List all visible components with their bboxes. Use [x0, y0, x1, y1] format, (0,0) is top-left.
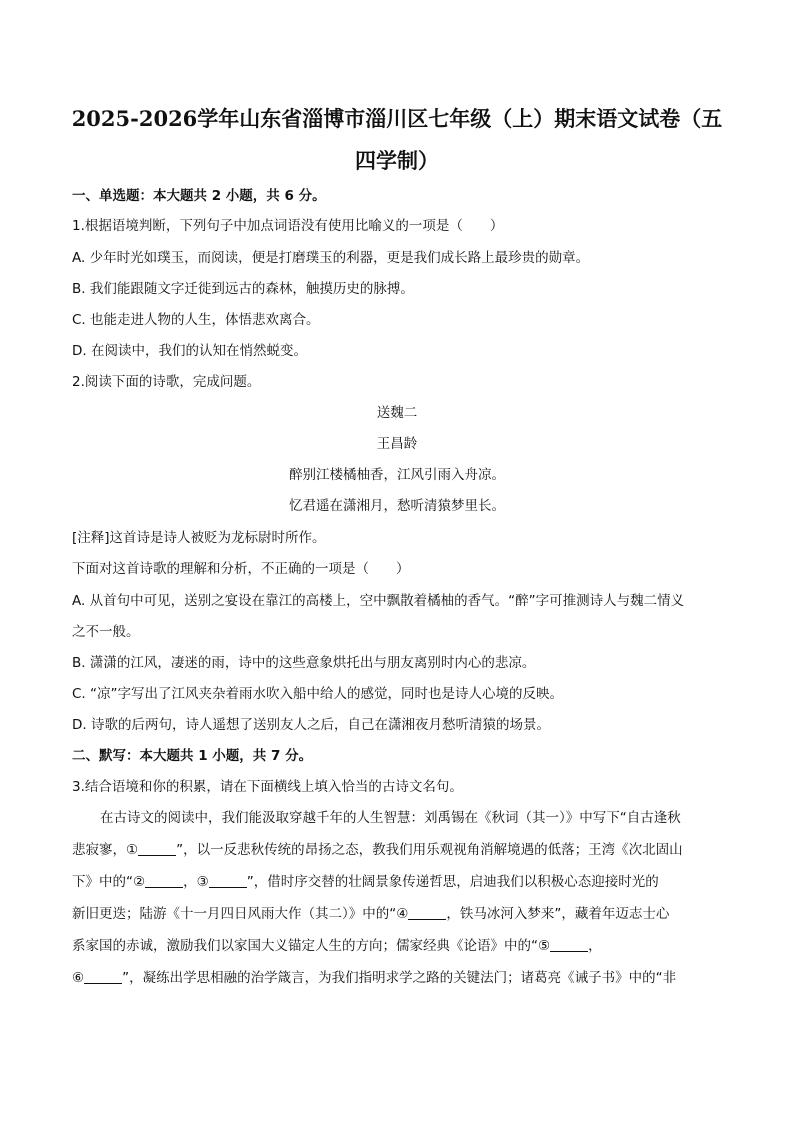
q2-option-a-line-2: 之不一般。 [72, 624, 140, 640]
q1-stem: 1.根据语境判断，下列句子中加点词语没有使用比喻义的一项是（ ） [72, 218, 504, 234]
blank-6-field[interactable] [84, 969, 122, 984]
q2-option-d: D. 诗歌的后两句，诗人遥想了送别友人之后，自己在潇湘夜月愁听清猿的场景。 [72, 717, 550, 733]
q2-option-a-line-1: A. 从首句中可见，送别之宴设在靠江的高楼上，空中飘散着橘柚的香气。“醉”字可推测诗人与魏二情义 [72, 593, 685, 609]
q3-paragraph-line-6: ⑥ ”，凝练出学思相融的治学箴言，为我们指明求学之路的关键法门；诸葛亮《诫子书》中的“非 [72, 970, 677, 986]
title-line-1: 2025-2026学年山东省淄博市淄川区七年级（上）期末语文试卷（五 [71, 106, 723, 131]
section-1-heading: 一、单选题：本大题共 2 小题，共 6 分。 [72, 188, 326, 204]
q2-option-b: B. 潇潇的江风，凄迷的雨，诗中的这些意象烘托出与朋友离别时内心的悲凉。 [72, 655, 536, 671]
poem-line-1: 醉别江楼橘柚香，江风引雨入舟凉。 [289, 467, 505, 483]
q3-stem: 3.结合语境和你的积累，请在下面横线上填入恰当的古诗文名句。 [72, 779, 463, 795]
q3-paragraph-line-1: 在古诗文的阅读中，我们能汲取穿越千年的人生智慧：刘禹锡在《秋词（其一）》中写下“自古逢秋 [100, 810, 681, 826]
section-2-heading: 二、默写：本大题共 1 小题，共 7 分。 [72, 748, 313, 764]
page-title [60, 98, 734, 182]
poem-title: 送魏二 [376, 405, 418, 421]
poem-author: 王昌龄 [376, 436, 418, 452]
blank-5-field[interactable] [550, 937, 588, 952]
blank-2-field[interactable] [145, 873, 183, 888]
blank-4-field[interactable] [408, 905, 446, 920]
q3-paragraph-line-5: 系家国的赤诚，激励我们以家国大义锚定人生的方向；儒家经典《论语》中的“⑤ ， [72, 938, 602, 954]
title-line-2: 四学制） [355, 148, 439, 173]
blank-1-field[interactable] [138, 841, 176, 856]
q3-paragraph-line-2: 悲寂寥，① ”，以一反悲秋传统的昂扬之态，教我们用乐观视角消解境遇的低落；王湾《次北固山 [72, 842, 683, 858]
q2-stem: 2.阅读下面的诗歌，完成问题。 [72, 374, 261, 390]
q2-option-c: C. “凉”字写出了江风夹杂着雨水吹入船中给人的感觉，同时也是诗人心境的反映。 [72, 686, 563, 702]
blank-3-field[interactable] [209, 873, 247, 888]
q1-option-c: C. 也能走进人物的人生，体悟悲欢离合。 [72, 312, 320, 328]
q3-paragraph-line-4: 新旧更迭；陆游《十一月四日风雨大作（其二）》中的“④ ，铁马冰河入梦来”，藏着年迈志士心 [72, 906, 670, 922]
q1-option-d: D. 在阅读中，我们的认知在悄然蜕变。 [72, 343, 307, 359]
q3-paragraph-line-3: 下》中的“② ，③ ”，借时序交替的壮阔景象传递哲思，启迪我们以积极心态迎接时光的 [72, 874, 659, 890]
q1-option-a: A. 少年时光如璞玉，而阅读，便是打磨璞玉的利器，更是我们成长路上最珍贵的勋章。 [72, 250, 590, 266]
q1-option-b: B. 我们能跟随文字迁徙到远古的森林，触摸历史的脉搏。 [72, 281, 414, 297]
poem-line-2: 忆君遥在潇湘月，愁听清猿梦里长。 [289, 498, 505, 514]
q2-question: 下面对这首诗歌的理解和分析，不正确的一项是（ ） [72, 561, 410, 577]
poem-note: [注释]这首诗是诗人被贬为龙标尉时所作。 [72, 530, 326, 546]
